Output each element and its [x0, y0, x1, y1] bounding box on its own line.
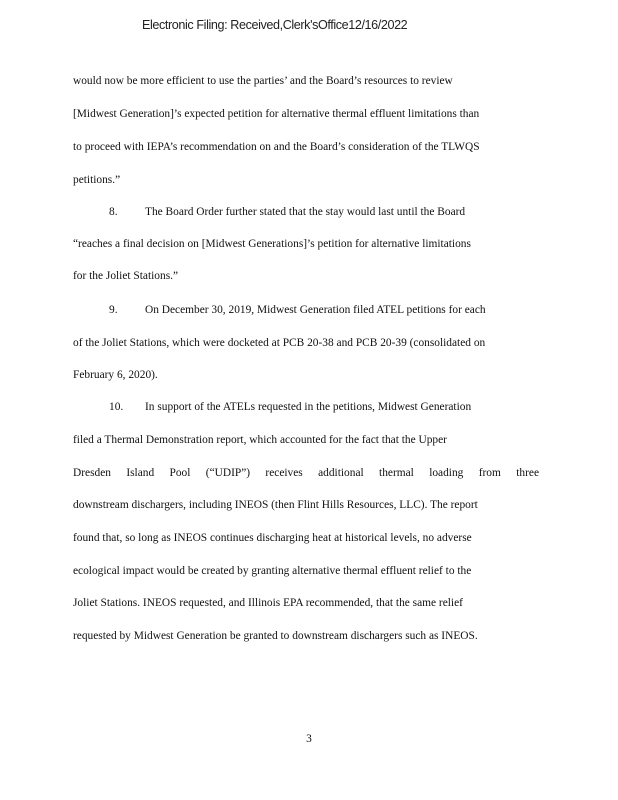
body-line: would now be more efficient to use the parties’ and the Board’s resources to review	[73, 75, 453, 87]
body-line: On December 30, 2019, Midwest Generation filed ATEL petitions for each	[145, 304, 486, 316]
body-line: of the Joliet Stations, which were docketed at PCB 20-38 and PCB 20-39 (consolidated on	[73, 337, 486, 349]
body-line: to proceed with IEPA’s recommendation on and the Board’s consideration of the TLWQS	[73, 141, 480, 153]
body-line: found that, so long as INEOS continues discharging heat at historical levels, no adverse	[73, 532, 472, 544]
body-line: Joliet Stations. INEOS requested, and Illinois EPA recommended, that the same relief	[73, 597, 463, 609]
body-line: filed a Thermal Demonstration report, which accounted for the fact that the Upper	[73, 434, 447, 446]
body-line: “reaches a final decision on [Midwest Generations]’s petition for alternative limitations	[73, 238, 471, 250]
paragraph-number-10: 10.	[109, 401, 124, 413]
body-line-justified: Dresden Island Pool (“UDIP”) receives additional thermal loading from three	[73, 467, 539, 479]
body-line: ecological impact would be created by granting alternative thermal effluent relief to the	[73, 565, 472, 577]
body-line: for the Joliet Stations.”	[73, 270, 179, 282]
body-line: [Midwest Generation]’s expected petition for alternative thermal effluent limitations than	[73, 108, 480, 120]
body-line: requested by Midwest Generation be granted to downstream dischargers such as INEOS.	[73, 630, 478, 642]
body-line: downstream dischargers, including INEOS (then Flint Hills Resources, LLC). The report	[73, 499, 478, 511]
body-line: February 6, 2020).	[73, 369, 158, 381]
electronic-filing-header: Electronic Filing: Received,Clerk'sOffice12/16/2022	[142, 18, 408, 32]
body-line: petitions.”	[73, 174, 121, 186]
paragraph-number-8: 8.	[109, 206, 118, 218]
body-line: In support of the ATELs requested in the petitions, Midwest Generation	[145, 401, 472, 413]
body-line: The Board Order further stated that the stay would last until the Board	[145, 206, 466, 218]
page-number: 3	[306, 733, 312, 745]
paragraph-number-9: 9.	[109, 304, 118, 316]
